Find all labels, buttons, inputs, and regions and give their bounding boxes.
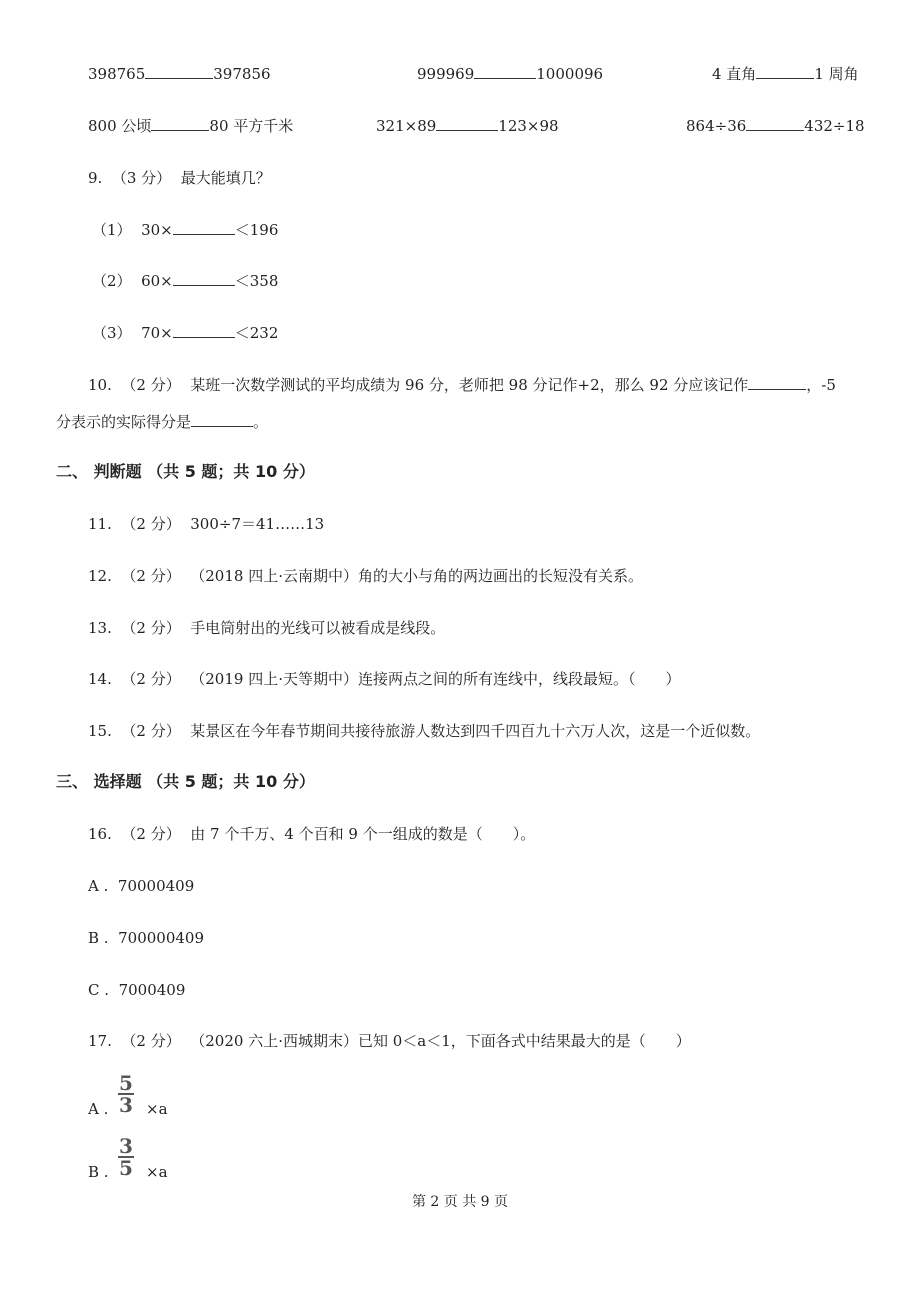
question-text: （2018 四上·云南期中）角的大小与角的两边画出的长短没有关系。 xyxy=(190,567,643,585)
question-text: 最大能填几？ xyxy=(180,169,271,187)
item-right: ＜358 xyxy=(234,272,279,290)
question-12 xyxy=(88,566,643,586)
option-label: A . xyxy=(88,1100,109,1118)
compare-left: 4 直角 xyxy=(712,65,757,83)
question-text: 手电筒射出的光线可以被看成是线段。 xyxy=(190,619,446,637)
fraction-denominator: 3 xyxy=(119,1093,133,1117)
compare-item xyxy=(686,116,865,136)
compare-right: 1 周角 xyxy=(814,65,859,83)
question-score: （2 分） xyxy=(121,376,181,394)
item-label: （1） xyxy=(92,221,132,239)
question-10 xyxy=(88,375,836,395)
question-number: 10. xyxy=(88,376,112,394)
compare-item xyxy=(88,64,271,84)
compare-right: 123×98 xyxy=(498,117,559,135)
option-label: B . xyxy=(88,1163,109,1181)
option-c[interactable] xyxy=(88,980,185,1000)
item-right: ＜232 xyxy=(234,324,279,342)
item-left: 60× xyxy=(141,272,173,290)
q9-item-1 xyxy=(92,220,278,240)
fraction-numerator: 5 xyxy=(119,1071,133,1095)
question-text: 300÷7＝41……13 xyxy=(190,515,325,533)
compare-left: 321×89 xyxy=(376,117,437,135)
q9-item-3 xyxy=(92,323,278,343)
answer-blank[interactable] xyxy=(173,323,235,338)
compare-item xyxy=(88,116,293,136)
option-suffix: ×a xyxy=(146,1163,168,1181)
answer-blank[interactable] xyxy=(191,412,253,427)
answer-blank[interactable] xyxy=(748,375,806,390)
option-label: B . xyxy=(88,929,109,947)
compare-right: 397856 xyxy=(213,65,271,83)
question-16 xyxy=(88,824,535,844)
answer-blank[interactable] xyxy=(474,64,536,79)
compare-right: 80 平方千米 xyxy=(209,117,294,135)
option-label: A . xyxy=(88,877,109,895)
answer-blank[interactable] xyxy=(151,116,209,131)
option-a[interactable] xyxy=(88,876,194,896)
question-score: （2 分） xyxy=(121,722,181,740)
fraction xyxy=(118,1134,134,1180)
question-number: 15. xyxy=(88,722,112,740)
question-text: （2020 六上·西城期末）已知 0＜a＜1，下面各式中结果最大的是（ ） xyxy=(190,1032,691,1050)
compare-item xyxy=(417,64,603,84)
question-number: 13. xyxy=(88,619,112,637)
option-b[interactable] xyxy=(88,928,204,948)
answer-blank[interactable] xyxy=(173,271,235,286)
question-10-cont xyxy=(56,412,268,432)
item-left: 30× xyxy=(141,221,173,239)
compare-item xyxy=(712,64,859,84)
option-text: 7000409 xyxy=(118,981,186,999)
question-score: （3 分） xyxy=(111,169,172,187)
section-title: 三、 选择题 （共 5 题；共 10 分） xyxy=(56,772,315,791)
question-text: 。 xyxy=(253,413,269,431)
option-label: C . xyxy=(88,981,110,999)
item-right: ＜196 xyxy=(234,221,279,239)
fraction-numerator: 3 xyxy=(119,1134,133,1158)
option-suffix: ×a xyxy=(146,1100,168,1118)
question-9 xyxy=(88,168,271,188)
q9-item-2 xyxy=(92,271,278,291)
option-text: 700000409 xyxy=(118,929,205,947)
section-title: 二、 判断题 （共 5 题；共 10 分） xyxy=(56,462,315,481)
item-left: 70× xyxy=(141,324,173,342)
question-number: 11. xyxy=(88,515,112,533)
answer-blank[interactable] xyxy=(173,220,235,235)
item-label: （2） xyxy=(92,272,132,290)
question-text: ，-5 xyxy=(806,376,836,394)
compare-right: 432÷18 xyxy=(804,117,865,135)
question-15 xyxy=(88,721,760,741)
question-score: （2 分） xyxy=(121,670,181,688)
page-footer: 第 2 页 共 9 页 xyxy=(411,1194,509,1210)
question-14 xyxy=(88,669,680,689)
question-score: （2 分） xyxy=(121,515,181,533)
question-number: 9. xyxy=(88,169,103,187)
answer-blank[interactable] xyxy=(746,116,804,131)
question-17 xyxy=(88,1031,691,1051)
question-text: （2019 四上·天等期中）连接两点之间的所有连线中，线段最短。（ ） xyxy=(190,670,681,688)
answer-blank[interactable] xyxy=(145,64,213,79)
question-text: 某班一次数学测试的平均成绩为 96 分，老师把 98 分记作+2，那么 92 分应该记作 xyxy=(190,376,749,394)
compare-left: 864÷36 xyxy=(686,117,747,135)
option-text: 70000409 xyxy=(117,877,195,895)
question-number: 14. xyxy=(88,670,112,688)
compare-right: 1000096 xyxy=(536,65,604,83)
question-text: 某景区在今年春节期间共接待旅游人数达到四千四百九十六万人次，这是一个近似数。 xyxy=(190,722,761,740)
question-number: 12. xyxy=(88,567,112,585)
compare-left: 398765 xyxy=(88,65,146,83)
fraction-denominator: 5 xyxy=(119,1156,133,1180)
compare-left: 999969 xyxy=(417,65,475,83)
question-score: （2 分） xyxy=(121,1032,181,1050)
question-number: 16. xyxy=(88,825,112,843)
question-number: 17. xyxy=(88,1032,112,1050)
question-13 xyxy=(88,618,445,638)
answer-blank[interactable] xyxy=(756,64,814,79)
answer-blank[interactable] xyxy=(436,116,498,131)
question-text: 分表示的实际得分是 xyxy=(56,413,192,431)
item-label: （3） xyxy=(92,324,132,342)
question-11 xyxy=(88,514,324,534)
question-text: 由 7 个千万、4 个百和 9 个一组成的数是（ ）。 xyxy=(190,825,536,843)
compare-left: 800 公顷 xyxy=(88,117,152,135)
fraction xyxy=(118,1071,134,1117)
question-score: （2 分） xyxy=(121,567,181,585)
compare-item xyxy=(376,116,559,136)
question-score: （2 分） xyxy=(121,825,181,843)
question-score: （2 分） xyxy=(121,619,181,637)
